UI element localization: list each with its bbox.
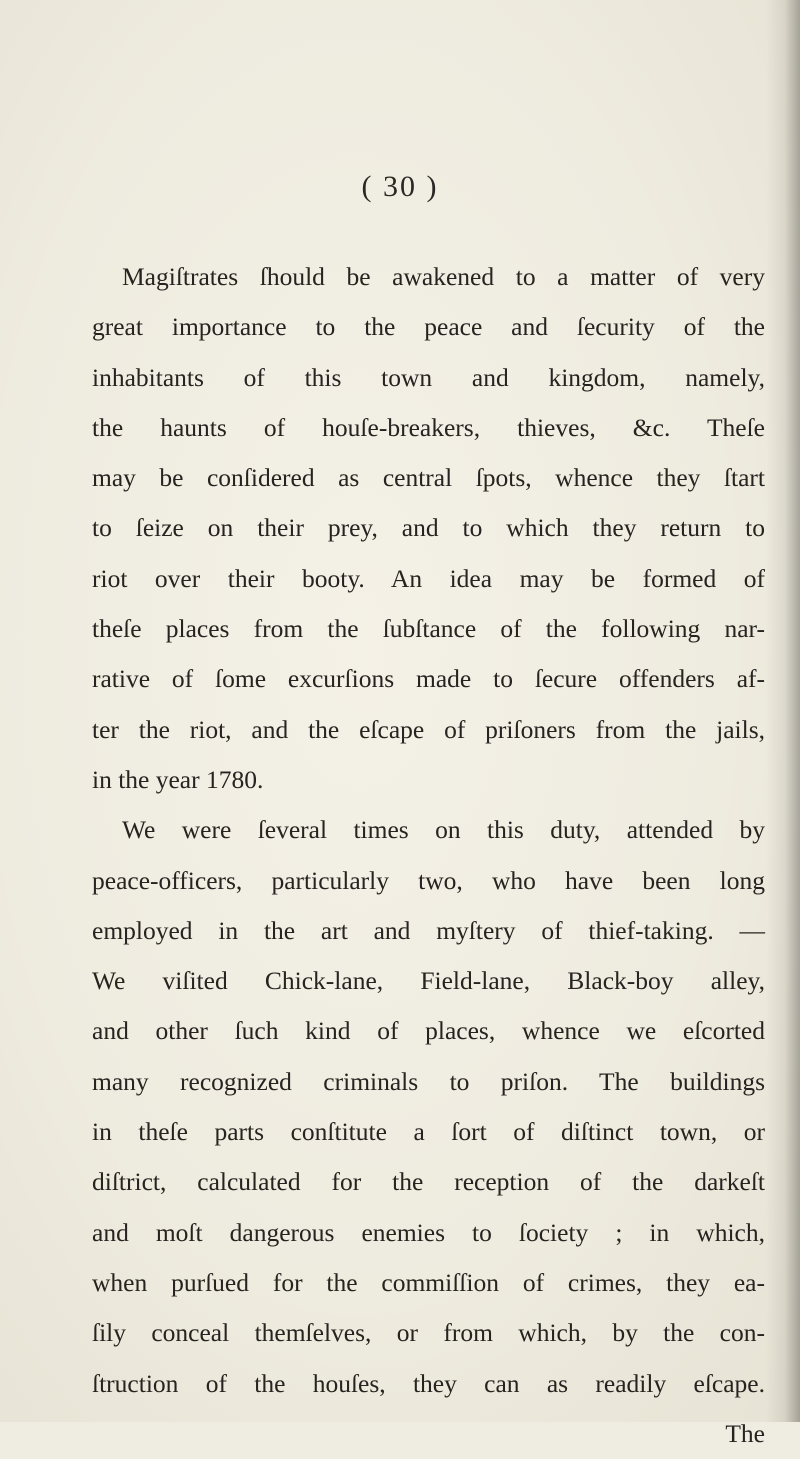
text-line: We were ſeveral times on this duty, attended by (122, 815, 765, 845)
text-line: peace-officers, particularly two, who have been long (92, 865, 765, 895)
text-line: ter the riot, and the eſcape of priſoners from the jails, (92, 714, 765, 744)
text-line: great importance to the peace and ſecurity of the (92, 312, 765, 342)
text-line: and moſt dangerous enemies to ſociety ; in which, (92, 1217, 765, 1247)
text-line: inhabitants of this town and kingdom, namely, (92, 362, 765, 392)
catchword: The (725, 1418, 765, 1448)
text-line: in theſe parts conſtitute a ſort of diſtinct town, or (92, 1117, 765, 1147)
text-line: when purſued for the commiſſion of crimes, they ea- (92, 1267, 765, 1297)
text-line: the haunts of houſe-breakers, thieves, &c. Theſe (92, 412, 765, 442)
text-line: employed in the art and myſtery of thief-taking. — (92, 915, 765, 945)
text-line: theſe places from the ſubſtance of the following nar- (92, 614, 765, 644)
text-line: riot over their booty. An idea may be formed of (92, 563, 765, 593)
text-line: many recognized criminals to priſon. The buildings (92, 1066, 765, 1096)
text-line: in the year 1780. (92, 764, 264, 794)
text-line: rative of ſome excurſions made to ſecure offenders af- (92, 664, 765, 694)
text-line: may be conſidered as central ſpots, whence they ſtart (92, 463, 765, 493)
page-number: ( 30 ) (361, 170, 439, 203)
text-line: and other ſuch kind of places, whence we eſcorted (92, 1016, 765, 1046)
body-text (92, 252, 765, 1459)
page-edge-shadow (766, 0, 800, 1422)
text-line: Magiſtrates ſhould be awakened to a matter of very (122, 262, 765, 291)
text-line: diſtrict, calculated for the reception of the darkeſt (92, 1167, 765, 1197)
text-line: ſily conceal themſelves, or from which, by the con- (92, 1318, 765, 1348)
text-line: to ſeize on their prey, and to which they return to (92, 513, 765, 543)
text-line: ſtruction of the houſes, they can as readily eſcape. (92, 1368, 765, 1398)
text-line: We viſited Chick-lane, Field-lane, Black-boy alley, (92, 966, 765, 996)
